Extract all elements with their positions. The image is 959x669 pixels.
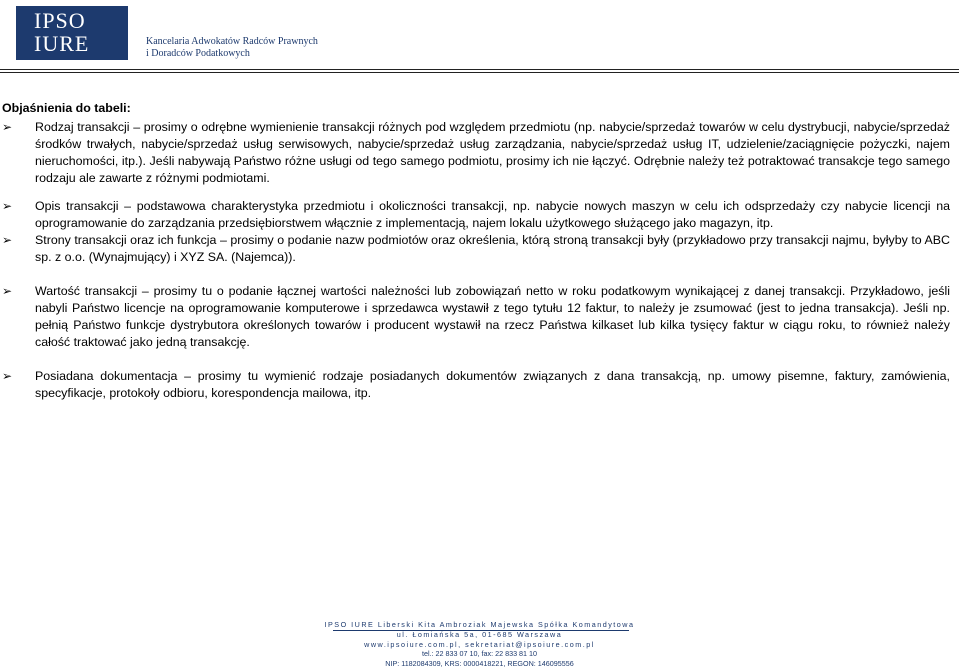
list-item-text: Posiadana dokumentacja – prosimy tu wymienić rodzaje posiadanych dokumentów związanych z dana transakcją, np. umowy pisemne, faktury, zamówienia, specyfikacje, protokoły odbioru, korespondencja mailowa, itp. (35, 369, 950, 400)
footer-contact: www.ipsoiure.com.pl, sekretariat@ipsoiure.com.pl (364, 639, 595, 649)
list-item-text: Strony transakcji oraz ich funkcja – prosimy o podanie nazw podmiotów oraz określenia, którą stroną transakcji były (przykładowo przy transakcji najmu, byłyby to ABC sp. z o.o. (Wynajmujący) i XYZ SA. (Najemca)). (35, 233, 950, 264)
list-item (0, 198, 950, 232)
company-subtitle (146, 36, 318, 60)
arrowhead-bullet-icon: ➢ (2, 284, 13, 298)
list-item (0, 368, 950, 402)
arrowhead-bullet-icon: ➢ (2, 199, 13, 213)
footer-phone: tel.: 22 833 07 10, fax: 22 833 81 10 (421, 649, 538, 659)
footer-address: ul. Łomiańska 5a, 01-685 Warszawa (396, 629, 563, 639)
page-footer (0, 620, 959, 669)
list-item-text: Wartość transakcji – prosimy tu o podanie łącznej wartości należności lub zobowiązań netto w roku podatkowym wynikającej z danej transakcji. Przykładowo, jeśli nabyli Państwo licencje na oprogramowanie komputerowe i sprzedawca wystawił z tego tytułu 12 faktur, to należy je zsumować (jest to jedna transakcja). Jeśli np. pełnią Państwo funkcje dystrybutora określonych towarów i producent wystawił na rzecz Państwa kilkaset lub kilka tysięcy faktur w ciągu roku, to również należy całość traktować jako jedną transakcję. (35, 284, 950, 349)
list-item-text: Opis transakcji – podstawowa charakterystyka przedmiotu i okoliczności transakcji, np. nabycie nowych maszyn w celu ich odsprzedaży czy nabycie licencji na oprogramowanie do zarządzania przedsiębiorstwem włącznie z implementacją, najem lokalu użytkowego służącego jako magazyn, itp. (35, 199, 950, 230)
list-item-text: Rodzaj transakcji – prosimy o odrębne wymienienie transakcji różnych pod względem przedmiotu (np. nabycie/sprzedaż towarów w celu dystrybucji, nabycie/sprzedaż środków trwałych, nabycie/sprzedaż usług serwisowych, nabycie/sprzedaż usług zarządzania, nabycie/sprzedaż usług IT, udzielenie/zaciągnięcie pożyczki, najem nieruchomości, itp.). Jeśli nabywają Państwo różne usługi od tego samego podmiotu, prosimy ich nie łączyć. Odrębnie należy też potraktować transakcje tego samego rodzaju ale zawarte z różnymi podmiotami. (35, 120, 950, 185)
document-body (0, 100, 950, 402)
subtitle-line-2: i Doradców Podatkowych (146, 48, 250, 59)
logo-line-2: IURE (34, 31, 90, 56)
arrowhead-bullet-icon: ➢ (2, 120, 13, 134)
arrowhead-bullet-icon: ➢ (2, 233, 13, 247)
header-divider (0, 69, 959, 73)
list-item (0, 232, 950, 266)
list-item (0, 283, 950, 351)
footer-company-name: IPSO IURE Liberski Kita Ambroziak Majewska Spółka Komandytowa (324, 620, 635, 629)
page-header (0, 0, 959, 80)
company-logo (16, 6, 128, 60)
list-item (0, 119, 950, 187)
section-heading: Objaśnienia do tabeli: (2, 101, 131, 115)
subtitle-line-1: Kancelaria Adwokatów Radców Prawnych (146, 36, 318, 47)
footer-registry: NIP: 1182084309, KRS: 0000418221, REGON: 146095556 (385, 659, 574, 669)
logo-line-1: IPSO (34, 8, 86, 33)
arrowhead-bullet-icon: ➢ (2, 369, 13, 383)
